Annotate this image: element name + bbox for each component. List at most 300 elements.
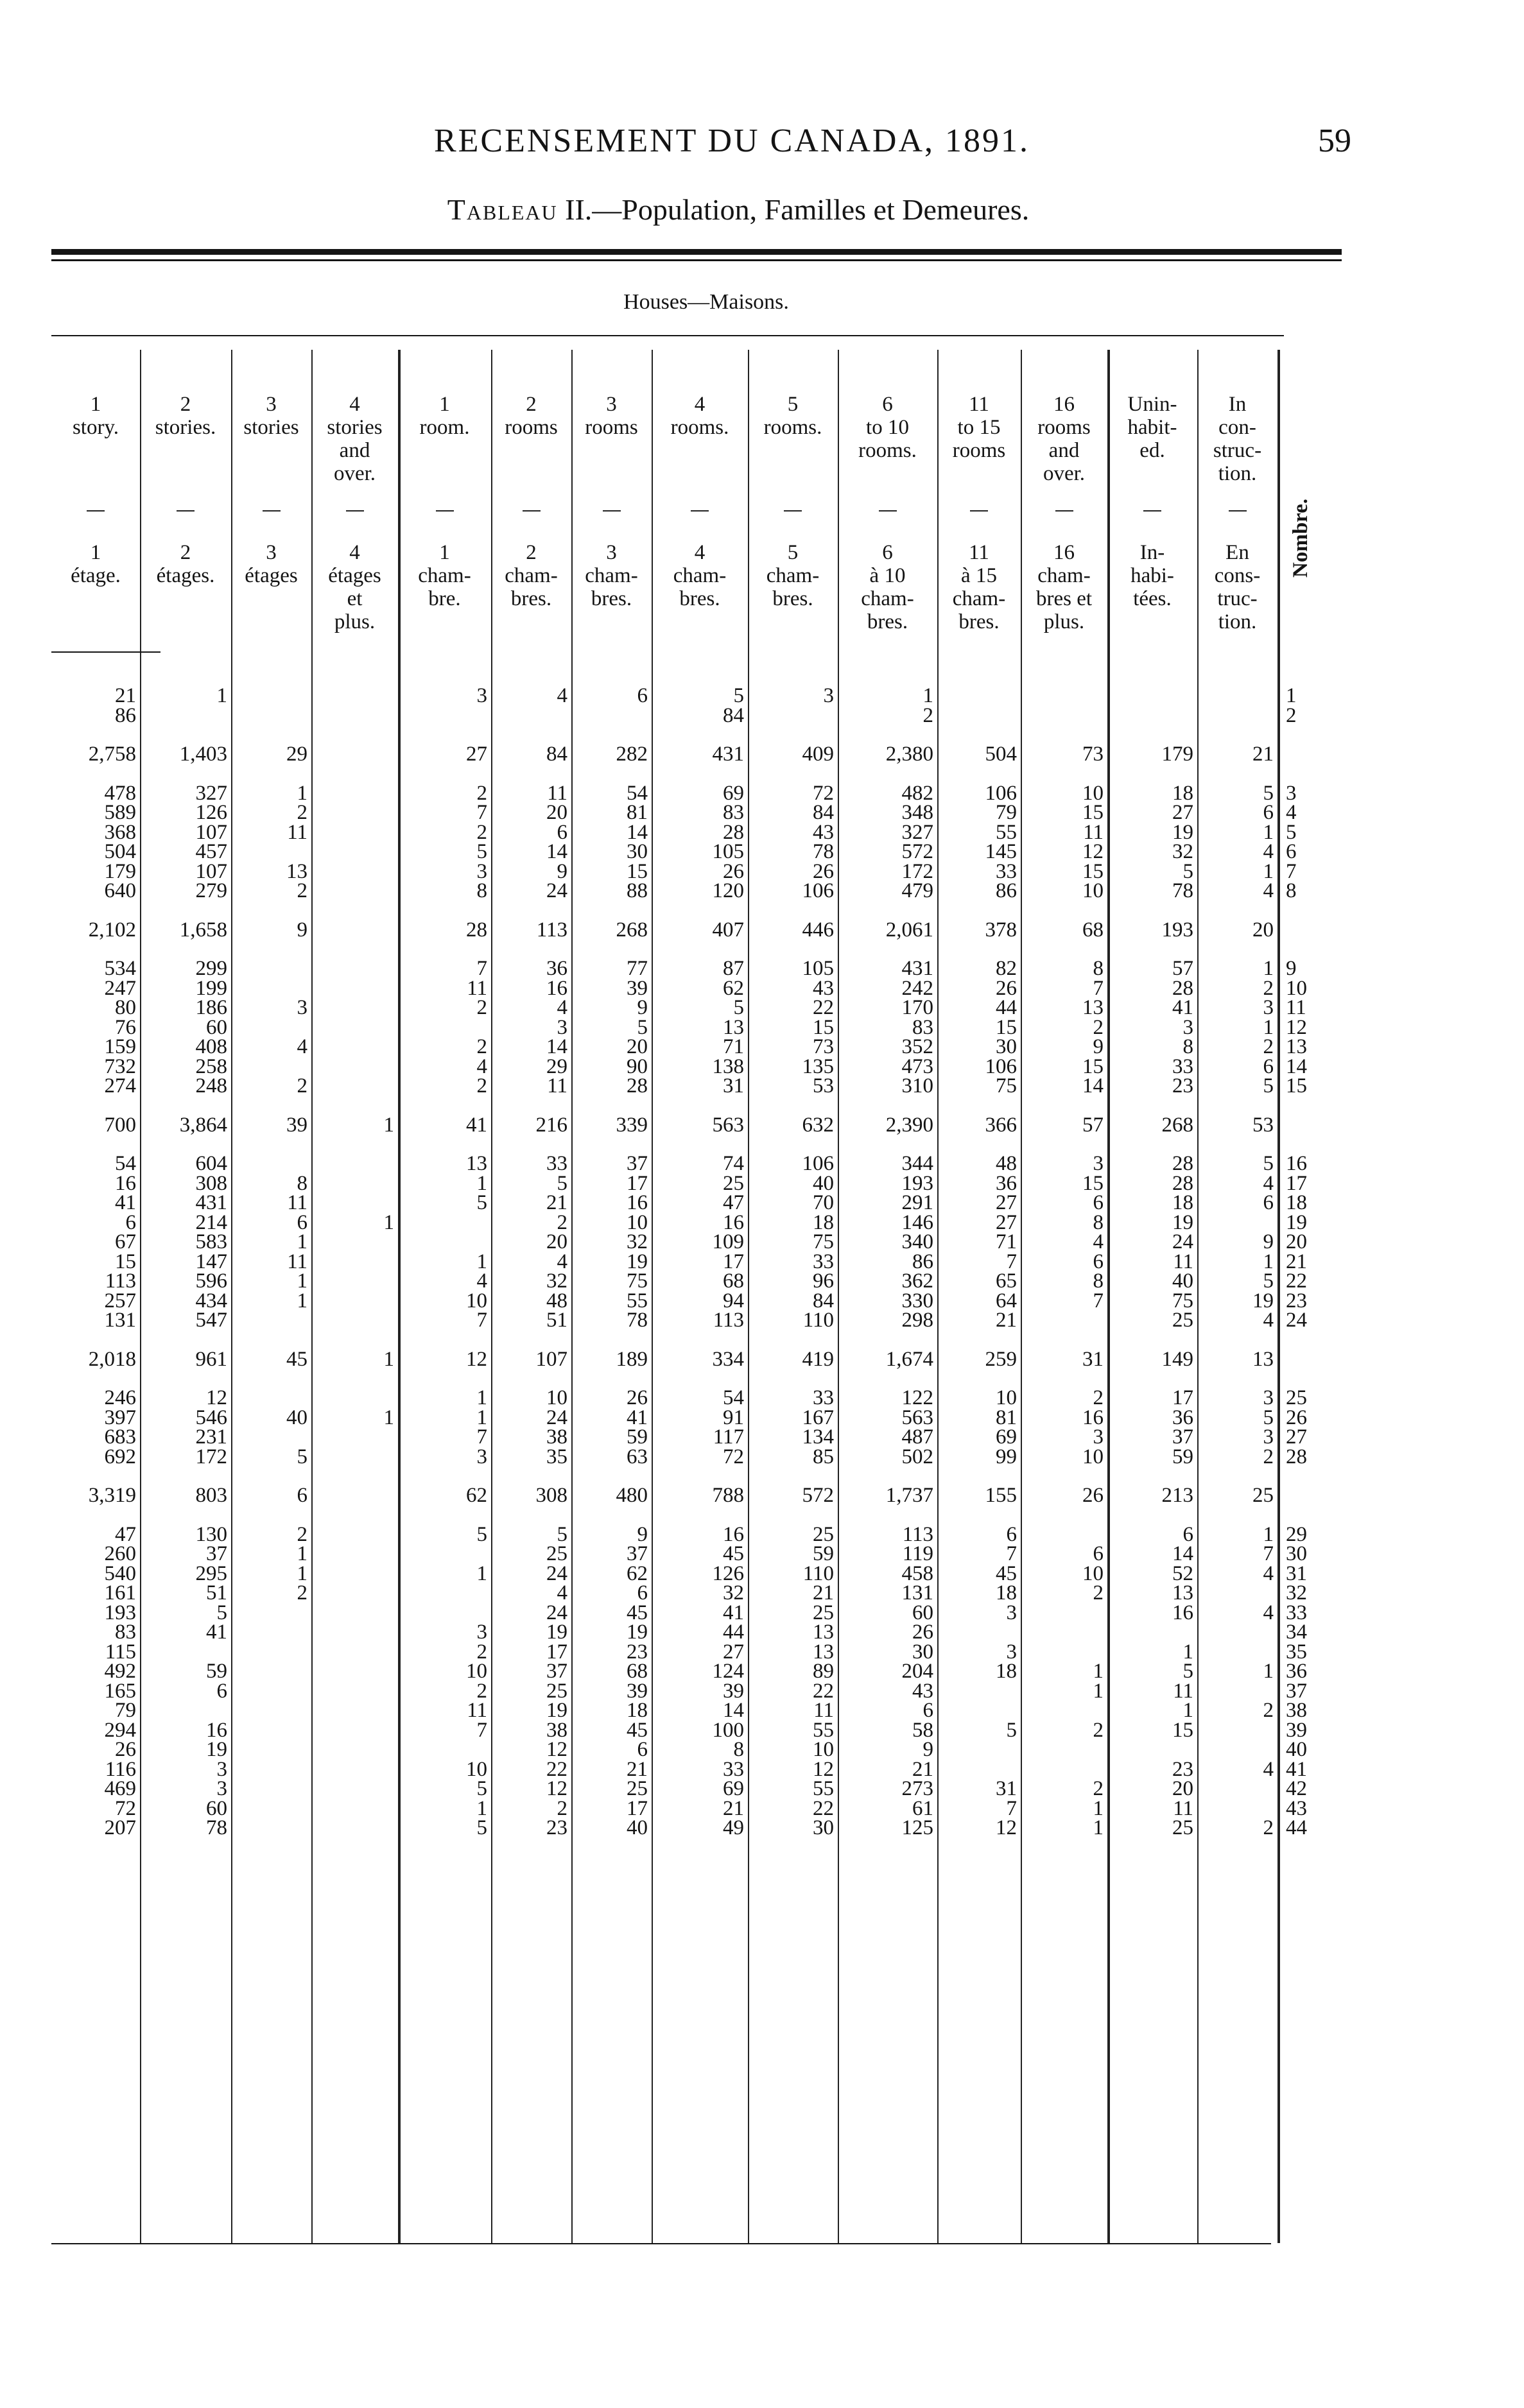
table-cell: 65 bbox=[996, 1269, 1017, 1293]
table-caption: II.—Population, Familles et Demeures. bbox=[557, 193, 1030, 226]
table-cell: 147 bbox=[195, 1250, 227, 1273]
table-cell: 366 bbox=[985, 1113, 1017, 1137]
table-cell: 344 bbox=[901, 1152, 933, 1175]
table-cell: 88 bbox=[627, 879, 648, 902]
column-header-en: 3 rooms bbox=[585, 393, 638, 439]
table-cell: 6 bbox=[1093, 1250, 1104, 1273]
table-cell: 4 bbox=[297, 1035, 307, 1058]
header-bottom-rule bbox=[51, 651, 160, 653]
table-cell: 27 bbox=[1172, 801, 1193, 824]
row-number: 27 bbox=[1286, 1425, 1307, 1449]
table-cell: 291 bbox=[901, 1191, 933, 1214]
table-cell: 11 bbox=[813, 1699, 834, 1722]
table-cell: 33 bbox=[813, 1386, 834, 1409]
row-number: 25 bbox=[1286, 1386, 1307, 1409]
table-cell: 131 bbox=[104, 1309, 136, 1332]
table-cell: 37 bbox=[206, 1542, 227, 1565]
table-cell: 18 bbox=[996, 1660, 1017, 1683]
table-cell: 27 bbox=[996, 1191, 1017, 1214]
table-cell: 7 bbox=[1006, 1250, 1017, 1273]
table-cell: 105 bbox=[802, 957, 834, 980]
table-cell: 35 bbox=[546, 1445, 567, 1468]
table-cell: 487 bbox=[901, 1425, 933, 1449]
table-cell: 105 bbox=[712, 840, 744, 863]
table-cell: 479 bbox=[901, 879, 933, 902]
table-cell: 14 bbox=[1082, 1074, 1104, 1097]
table-cell: 60 bbox=[206, 1796, 227, 1820]
table-cell: 81 bbox=[627, 801, 648, 824]
table-cell: 32 bbox=[627, 1230, 648, 1253]
row-number: 42 bbox=[1286, 1777, 1307, 1800]
table-cell: 378 bbox=[985, 918, 1017, 942]
column-header-en: Unin- habit- ed. bbox=[1127, 393, 1177, 462]
table-cell: 5 bbox=[1263, 1406, 1274, 1429]
table-cell: 2 bbox=[297, 1522, 307, 1546]
table-cell: 85 bbox=[813, 1445, 834, 1468]
table-cell: 5 bbox=[476, 1191, 487, 1214]
table-cell: 2 bbox=[557, 1796, 567, 1820]
table-cell: 3 bbox=[476, 859, 487, 883]
table-cell: 6 bbox=[922, 1699, 933, 1722]
table-cell: 68 bbox=[627, 1660, 648, 1683]
table-cell: 62 bbox=[627, 1561, 648, 1585]
table-cell: 59 bbox=[1172, 1445, 1193, 1468]
table-cell: 86 bbox=[996, 879, 1017, 902]
table-cell: 2 bbox=[476, 996, 487, 1019]
table-cell: 8 bbox=[1093, 1269, 1104, 1293]
table-cell: 161 bbox=[104, 1581, 136, 1604]
table-cell: 327 bbox=[901, 820, 933, 844]
table-cell: 5 bbox=[297, 1445, 307, 1468]
table-cell: 30 bbox=[912, 1640, 933, 1664]
table-cell: 10 bbox=[466, 1757, 487, 1781]
table-cell: 3 bbox=[823, 684, 834, 707]
table-cell: 352 bbox=[901, 1035, 933, 1058]
table-cell: 75 bbox=[996, 1074, 1017, 1097]
table-cell: 4 bbox=[1263, 1309, 1274, 1332]
table-cell: 55 bbox=[813, 1777, 834, 1800]
table-cell: 397 bbox=[104, 1406, 136, 1429]
table-cell: 3 bbox=[1006, 1601, 1017, 1624]
table-cell: 48 bbox=[996, 1152, 1017, 1175]
table-cell: 5 bbox=[557, 1522, 567, 1546]
table-cell: 167 bbox=[802, 1406, 834, 1429]
table-cell: 12 bbox=[546, 1777, 567, 1800]
table-cell: 2 bbox=[297, 1581, 307, 1604]
table-cell: 216 bbox=[535, 1113, 567, 1137]
table-cell: 9 bbox=[557, 859, 567, 883]
table-cell: 4 bbox=[557, 996, 567, 1019]
table-cell: 11 bbox=[467, 1699, 487, 1722]
table-cell: 2,390 bbox=[885, 1113, 933, 1137]
table-cell: 2 bbox=[476, 1074, 487, 1097]
column-header-fr: 6 à 10 cham- bres. bbox=[861, 541, 914, 633]
table-cell: 79 bbox=[115, 1699, 136, 1722]
table-cell: 732 bbox=[104, 1054, 136, 1078]
houses-header: Houses—Maisons. bbox=[623, 290, 789, 314]
table-cell: 7 bbox=[476, 1718, 487, 1742]
table-cell: 21 bbox=[996, 1309, 1017, 1332]
table-cell: 803 bbox=[195, 1484, 227, 1507]
table-cell: 19 bbox=[1172, 820, 1193, 844]
table-cell: 12 bbox=[813, 1757, 834, 1781]
table-cell: 26 bbox=[627, 1386, 648, 1409]
column-header-en: 16 rooms and over. bbox=[1037, 393, 1091, 485]
table-cell: 110 bbox=[802, 1309, 834, 1332]
table-cell: 41 bbox=[723, 1601, 744, 1624]
table-cell: 572 bbox=[901, 840, 933, 863]
table-cell: 72 bbox=[115, 1796, 136, 1820]
row-number: 1 bbox=[1286, 684, 1297, 707]
table-cell: 91 bbox=[723, 1406, 744, 1429]
column-header-fr: 2 étages. bbox=[156, 541, 215, 587]
table-cell: 692 bbox=[104, 1445, 136, 1468]
column-header-en: 5 rooms. bbox=[763, 393, 822, 439]
table-cell: 89 bbox=[813, 1660, 834, 1683]
table-cell: 6 bbox=[637, 1738, 648, 1761]
table-cell: 1 bbox=[383, 1406, 394, 1429]
table-cell: 248 bbox=[195, 1074, 227, 1097]
row-number: 39 bbox=[1286, 1718, 1307, 1742]
table-cell: 6 bbox=[1182, 1522, 1193, 1546]
table-cell: 5 bbox=[557, 1171, 567, 1195]
table-cell: 43 bbox=[813, 820, 834, 844]
table-cell: 27 bbox=[466, 743, 487, 766]
table-cell: 113 bbox=[713, 1309, 744, 1332]
table-cell: 7 bbox=[1006, 1796, 1017, 1820]
table-cell: 78 bbox=[627, 1309, 648, 1332]
table-cell: 24 bbox=[546, 1601, 567, 1624]
table-cell: 534 bbox=[104, 957, 136, 980]
table-cell: 99 bbox=[996, 1445, 1017, 1468]
table-cell: 431 bbox=[712, 743, 744, 766]
table-cell: 6 bbox=[1263, 1054, 1274, 1078]
table-cell: 17 bbox=[627, 1796, 648, 1820]
table-cell: 165 bbox=[104, 1679, 136, 1703]
row-number: 3 bbox=[1286, 781, 1297, 805]
table-cell: 41 bbox=[206, 1621, 227, 1644]
row-number: 16 bbox=[1286, 1152, 1307, 1175]
column-header-fr: 3 étages bbox=[245, 541, 298, 587]
table-cell: 6 bbox=[297, 1484, 307, 1507]
table-cell: 18 bbox=[1172, 1191, 1193, 1214]
table-cell: 5 bbox=[476, 840, 487, 863]
table-cell: 5 bbox=[1182, 1660, 1193, 1683]
row-number: 22 bbox=[1286, 1269, 1307, 1293]
table-cell: 48 bbox=[546, 1289, 567, 1312]
table-cell: 1 bbox=[1093, 1816, 1104, 1839]
table-cell: 683 bbox=[104, 1425, 136, 1449]
table-cell: 106 bbox=[802, 1152, 834, 1175]
table-cell: 107 bbox=[195, 820, 227, 844]
table-cell: 23 bbox=[1172, 1757, 1193, 1781]
table-cell: 4 bbox=[476, 1054, 487, 1078]
table-cell: 1 bbox=[1263, 957, 1274, 980]
row-number: 40 bbox=[1286, 1738, 1307, 1761]
table-cell: 1 bbox=[297, 1542, 307, 1565]
table-cell: 4 bbox=[1263, 1601, 1274, 1624]
table-cell: 126 bbox=[195, 801, 227, 824]
table-cell: 155 bbox=[985, 1484, 1017, 1507]
table-cell: 8 bbox=[733, 1738, 744, 1761]
column-header-en: 1 room. bbox=[419, 393, 470, 439]
row-number: 31 bbox=[1286, 1561, 1307, 1585]
table-cell: 3 bbox=[1093, 1152, 1104, 1175]
table-cell: 27 bbox=[996, 1210, 1017, 1234]
table-cell: 482 bbox=[901, 781, 933, 805]
table-cell: 29 bbox=[286, 743, 307, 766]
table-cell: 79 bbox=[996, 801, 1017, 824]
table-cell: 5 bbox=[216, 1601, 227, 1624]
table-cell: 1 bbox=[476, 1171, 487, 1195]
table-cell: 330 bbox=[901, 1289, 933, 1312]
table-cell: 25 bbox=[1172, 1309, 1193, 1332]
table-cell: 69 bbox=[723, 1777, 744, 1800]
table-cell: 14 bbox=[627, 820, 648, 844]
table-cell: 2 bbox=[1263, 1445, 1274, 1468]
table-cell: 49 bbox=[723, 1816, 744, 1839]
table-cell: 39 bbox=[286, 1113, 307, 1137]
table-cell: 20 bbox=[1252, 918, 1274, 942]
table-cell: 23 bbox=[1172, 1074, 1193, 1097]
table-cell: 76 bbox=[115, 1015, 136, 1039]
column-header-fr: 11 à 15 cham- bres. bbox=[952, 541, 1006, 633]
row-number: 33 bbox=[1286, 1601, 1307, 1624]
table-cell: 1 bbox=[476, 1250, 487, 1273]
table-cell: 172 bbox=[901, 859, 933, 883]
table-cell: 75 bbox=[813, 1230, 834, 1253]
table-cell: 189 bbox=[616, 1347, 648, 1371]
table-cell: 90 bbox=[627, 1054, 648, 1078]
table-cell: 53 bbox=[813, 1074, 834, 1097]
table-cell: 2 bbox=[1263, 1699, 1274, 1722]
houses-rule bbox=[51, 335, 1284, 336]
table-cell: 120 bbox=[712, 879, 744, 902]
table-cell: 2 bbox=[297, 1074, 307, 1097]
top-thick-rule bbox=[51, 249, 1342, 255]
table-cell: 83 bbox=[723, 801, 744, 824]
table-cell: 5 bbox=[1263, 1152, 1274, 1175]
table-cell: 116 bbox=[105, 1757, 136, 1781]
row-number: 36 bbox=[1286, 1660, 1307, 1683]
table-cell: 18 bbox=[813, 1210, 834, 1234]
row-number: 20 bbox=[1286, 1230, 1307, 1253]
running-head: RECENSEMENT DU CANADA, 1891. bbox=[433, 123, 1030, 159]
table-cell: 4 bbox=[1263, 1757, 1274, 1781]
table-cell: 13 bbox=[813, 1640, 834, 1664]
header-dash bbox=[879, 510, 897, 512]
table-cell: 1,403 bbox=[179, 743, 227, 766]
table-cell: 1 bbox=[297, 1289, 307, 1312]
table-cell: 15 bbox=[1172, 1718, 1193, 1742]
table-cell: 146 bbox=[901, 1210, 933, 1234]
table-cell: 540 bbox=[104, 1561, 136, 1585]
table-cell: 1 bbox=[297, 781, 307, 805]
column-header-en: 1 story. bbox=[72, 393, 119, 439]
table-cell: 32 bbox=[546, 1269, 567, 1293]
table-cell: 1 bbox=[1093, 1679, 1104, 1703]
header-dash bbox=[1055, 510, 1073, 512]
table-cell: 5 bbox=[1006, 1718, 1017, 1742]
table-cell: 5 bbox=[476, 1522, 487, 1546]
row-number: 23 bbox=[1286, 1289, 1307, 1312]
table-cell: 409 bbox=[802, 743, 834, 766]
table-cell: 21 bbox=[627, 1757, 648, 1781]
row-number: 18 bbox=[1286, 1191, 1307, 1214]
table-cell: 12 bbox=[466, 1347, 487, 1371]
table-cell: 37 bbox=[627, 1152, 648, 1175]
table-cell: 193 bbox=[901, 1171, 933, 1195]
column-header-en: In con- struc- tion. bbox=[1213, 393, 1262, 485]
table-cell: 145 bbox=[985, 840, 1017, 863]
table-cell: 41 bbox=[627, 1406, 648, 1429]
table-cell: 9 bbox=[637, 1522, 648, 1546]
table-cell: 69 bbox=[996, 1425, 1017, 1449]
table-cell: 12 bbox=[996, 1816, 1017, 1839]
table-cell: 260 bbox=[104, 1542, 136, 1565]
table-cell: 7 bbox=[476, 801, 487, 824]
table-cell: 4 bbox=[1263, 879, 1274, 902]
table-cell: 1 bbox=[297, 1230, 307, 1253]
table-cell: 446 bbox=[802, 918, 834, 942]
table-cell: 4 bbox=[1093, 1230, 1104, 1253]
table-cell: 2 bbox=[1093, 1718, 1104, 1742]
table-cell: 457 bbox=[195, 840, 227, 863]
table-cell: 110 bbox=[802, 1561, 834, 1585]
table-cell: 117 bbox=[713, 1425, 744, 1449]
table-cell: 2,102 bbox=[88, 918, 136, 942]
table-cell: 632 bbox=[802, 1113, 834, 1137]
table-cell: 8 bbox=[1182, 1035, 1193, 1058]
table-cell: 18 bbox=[627, 1699, 648, 1722]
table-cell: 68 bbox=[723, 1269, 744, 1293]
table-cell: 45 bbox=[627, 1718, 648, 1742]
table-cell: 63 bbox=[627, 1445, 648, 1468]
table-cell: 259 bbox=[985, 1347, 1017, 1371]
table-cell: 10 bbox=[1082, 1445, 1104, 1468]
table-cell: 83 bbox=[912, 1015, 933, 1039]
table-cell: 10 bbox=[546, 1386, 567, 1409]
table-cell: 2 bbox=[476, 820, 487, 844]
table-cell: 1 bbox=[297, 1561, 307, 1585]
table-cell: 4 bbox=[557, 684, 567, 707]
table-cell: 458 bbox=[901, 1561, 933, 1585]
table-cell: 961 bbox=[195, 1347, 227, 1371]
table-cell: 20 bbox=[627, 1035, 648, 1058]
table-cell: 13 bbox=[466, 1152, 487, 1175]
table-cell: 106 bbox=[985, 781, 1017, 805]
table-cell: 1,658 bbox=[179, 918, 227, 942]
table-cell: 39 bbox=[627, 976, 648, 1000]
table-cell: 86 bbox=[115, 703, 136, 727]
table-cell: 60 bbox=[912, 1601, 933, 1624]
table-cell: 170 bbox=[901, 996, 933, 1019]
row-number: 5 bbox=[1286, 820, 1297, 844]
table-cell: 10 bbox=[813, 1738, 834, 1761]
table-cell: 15 bbox=[813, 1015, 834, 1039]
table-cell: 52 bbox=[1172, 1561, 1193, 1585]
table-cell: 55 bbox=[996, 820, 1017, 844]
table-cell: 130 bbox=[195, 1522, 227, 1546]
table-cell: 78 bbox=[1172, 879, 1193, 902]
table-cell: 11 bbox=[1173, 1250, 1193, 1273]
table-cell: 45 bbox=[723, 1542, 744, 1565]
table-cell: 37 bbox=[546, 1660, 567, 1683]
table-cell: 119 bbox=[902, 1542, 933, 1565]
table-cell: 546 bbox=[195, 1406, 227, 1429]
table-cell: 9 bbox=[297, 918, 307, 942]
table-cell: 563 bbox=[901, 1406, 933, 1429]
table-cell: 11 bbox=[547, 1074, 567, 1097]
column-header-en: 2 stories. bbox=[155, 393, 216, 439]
row-number: 41 bbox=[1286, 1757, 1307, 1781]
table-cell: 2 bbox=[557, 1210, 567, 1234]
table-cell: 268 bbox=[1161, 1113, 1193, 1137]
table-cell: 26 bbox=[912, 1621, 933, 1644]
table-cell: 10 bbox=[466, 1660, 487, 1683]
table-cell: 788 bbox=[712, 1484, 744, 1507]
top-thin-rule bbox=[51, 259, 1342, 261]
table-cell: 3 bbox=[216, 1777, 227, 1800]
table-cell: 15 bbox=[1082, 1054, 1104, 1078]
table-label: Tableau bbox=[447, 193, 558, 226]
table-cell: 86 bbox=[912, 1250, 933, 1273]
table-cell: 57 bbox=[1172, 957, 1193, 980]
table-cell: 106 bbox=[985, 1054, 1017, 1078]
nombre-header: Nombre. bbox=[1289, 498, 1312, 578]
table-cell: 31 bbox=[1082, 1347, 1104, 1371]
table-cell: 274 bbox=[104, 1074, 136, 1097]
table-cell: 12 bbox=[206, 1386, 227, 1409]
table-cell: 214 bbox=[195, 1210, 227, 1234]
table-cell: 27 bbox=[723, 1640, 744, 1664]
table-cell: 45 bbox=[286, 1347, 307, 1371]
table-cell: 207 bbox=[104, 1816, 136, 1839]
table-cell: 25 bbox=[627, 1777, 648, 1800]
table-cell: 22 bbox=[813, 1679, 834, 1703]
table-cell: 5 bbox=[476, 1816, 487, 1839]
table-cell: 78 bbox=[813, 840, 834, 863]
table-cell: 1 bbox=[297, 1269, 307, 1293]
header-dash bbox=[603, 510, 621, 512]
table-cell: 20 bbox=[1172, 1777, 1193, 1800]
table-cell: 6 bbox=[1093, 1191, 1104, 1214]
header-dash bbox=[784, 510, 802, 512]
table-cell: 68 bbox=[1082, 918, 1104, 942]
table-cell: 473 bbox=[901, 1054, 933, 1078]
table-cell: 4 bbox=[1263, 1561, 1274, 1585]
table-cell: 40 bbox=[286, 1406, 307, 1429]
table-cell: 54 bbox=[723, 1386, 744, 1409]
table-cell: 23 bbox=[627, 1640, 648, 1664]
table-cell: 5 bbox=[476, 1777, 487, 1800]
table-cell: 17 bbox=[723, 1250, 744, 1273]
table-cell: 36 bbox=[546, 957, 567, 980]
table-cell: 3,319 bbox=[88, 1484, 136, 1507]
table-cell: 15 bbox=[1082, 801, 1104, 824]
table-cell: 51 bbox=[206, 1581, 227, 1604]
table-cell: 2 bbox=[1093, 1015, 1104, 1039]
table-cell: 38 bbox=[546, 1718, 567, 1742]
table-cell: 29 bbox=[546, 1054, 567, 1078]
table-cell: 44 bbox=[996, 996, 1017, 1019]
table-cell: 57 bbox=[1082, 1113, 1104, 1137]
table-cell: 16 bbox=[723, 1210, 744, 1234]
table-cell: 2 bbox=[476, 1035, 487, 1058]
table-cell: 24 bbox=[546, 879, 567, 902]
table-cell: 21 bbox=[115, 684, 136, 707]
table-cell: 51 bbox=[546, 1309, 567, 1332]
